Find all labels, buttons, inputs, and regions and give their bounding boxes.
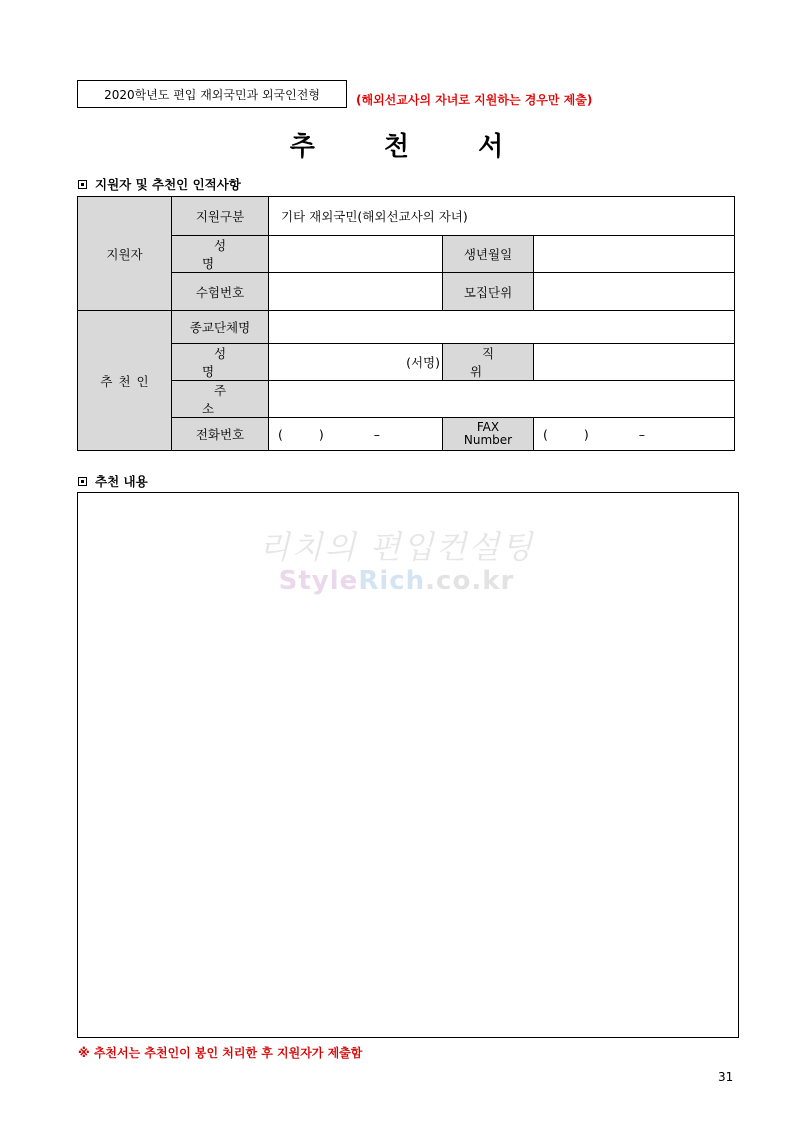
phone-close-paren: ) — [318, 426, 324, 442]
section-recommendation-heading — [78, 472, 148, 490]
applicant-type-label: 지원구분 — [172, 197, 269, 236]
section-personal-info-heading — [78, 175, 241, 193]
personal-info-table — [77, 196, 735, 451]
page-number: 31 — [718, 1070, 734, 1084]
section-recommendation-title: 추천 내용 — [95, 474, 148, 489]
phone-dash: – — [373, 426, 381, 442]
religious-org-label: 종교단체명 — [172, 311, 269, 344]
fax-label: FAX Number — [443, 418, 534, 451]
recommender-name-field[interactable] — [269, 344, 443, 381]
position-field[interactable] — [534, 344, 735, 381]
applicant-name-field[interactable] — [269, 236, 443, 273]
applicant-type-value[interactable]: 기타 재외국민(해외선교사의 자녀) — [269, 197, 735, 236]
phone-label: 전화번호 — [172, 418, 269, 451]
admission-type: 2020학년도 편입 재외국민과 외국인전형 — [104, 87, 320, 102]
phone-field[interactable] — [269, 418, 443, 451]
square-bullet-icon — [78, 180, 87, 189]
recommender-name-label: 성명 — [172, 344, 269, 381]
fax-field[interactable] — [534, 418, 735, 451]
square-bullet-icon — [78, 477, 87, 486]
signature-mark: (서명) — [406, 355, 440, 370]
document-title: 추 천 서 — [289, 132, 534, 162]
position-label: 직위 — [443, 344, 534, 381]
address-field[interactable] — [269, 381, 735, 418]
recommender-header: 추천인 — [78, 311, 172, 451]
recruit-unit-label: 모집단위 — [443, 273, 534, 311]
applicant-name-label: 성명 — [172, 236, 269, 273]
section-personal-info-title: 지원자 및 추천인 인적사항 — [95, 177, 241, 192]
fax-open-paren: ( — [543, 426, 548, 442]
submission-note: (해외선교사의 자녀로 지원하는 경우만 제출) — [356, 93, 593, 107]
exam-number-label: 수험번호 — [172, 273, 269, 311]
watermark-logo: StyleRich.co.kr — [278, 566, 515, 596]
religious-org-field[interactable] — [269, 311, 735, 344]
fax-dash: – — [638, 426, 646, 442]
applicant-header: 지원자 — [78, 197, 172, 311]
phone-open-paren: ( — [278, 426, 283, 442]
footnote: ※ 추천서는 추천인이 봉인 처리한 후 지원자가 제출함 — [78, 1046, 363, 1060]
birth-date-field[interactable] — [534, 236, 735, 273]
exam-number-field[interactable] — [269, 273, 443, 311]
watermark-text: 리치의 편입컨설팅 — [258, 528, 535, 566]
fax-close-paren: ) — [583, 426, 589, 442]
address-label: 주소 — [172, 381, 269, 418]
admission-type-box — [77, 80, 347, 108]
recruit-unit-field[interactable] — [534, 273, 735, 311]
birth-date-label: 생년월일 — [443, 236, 534, 273]
